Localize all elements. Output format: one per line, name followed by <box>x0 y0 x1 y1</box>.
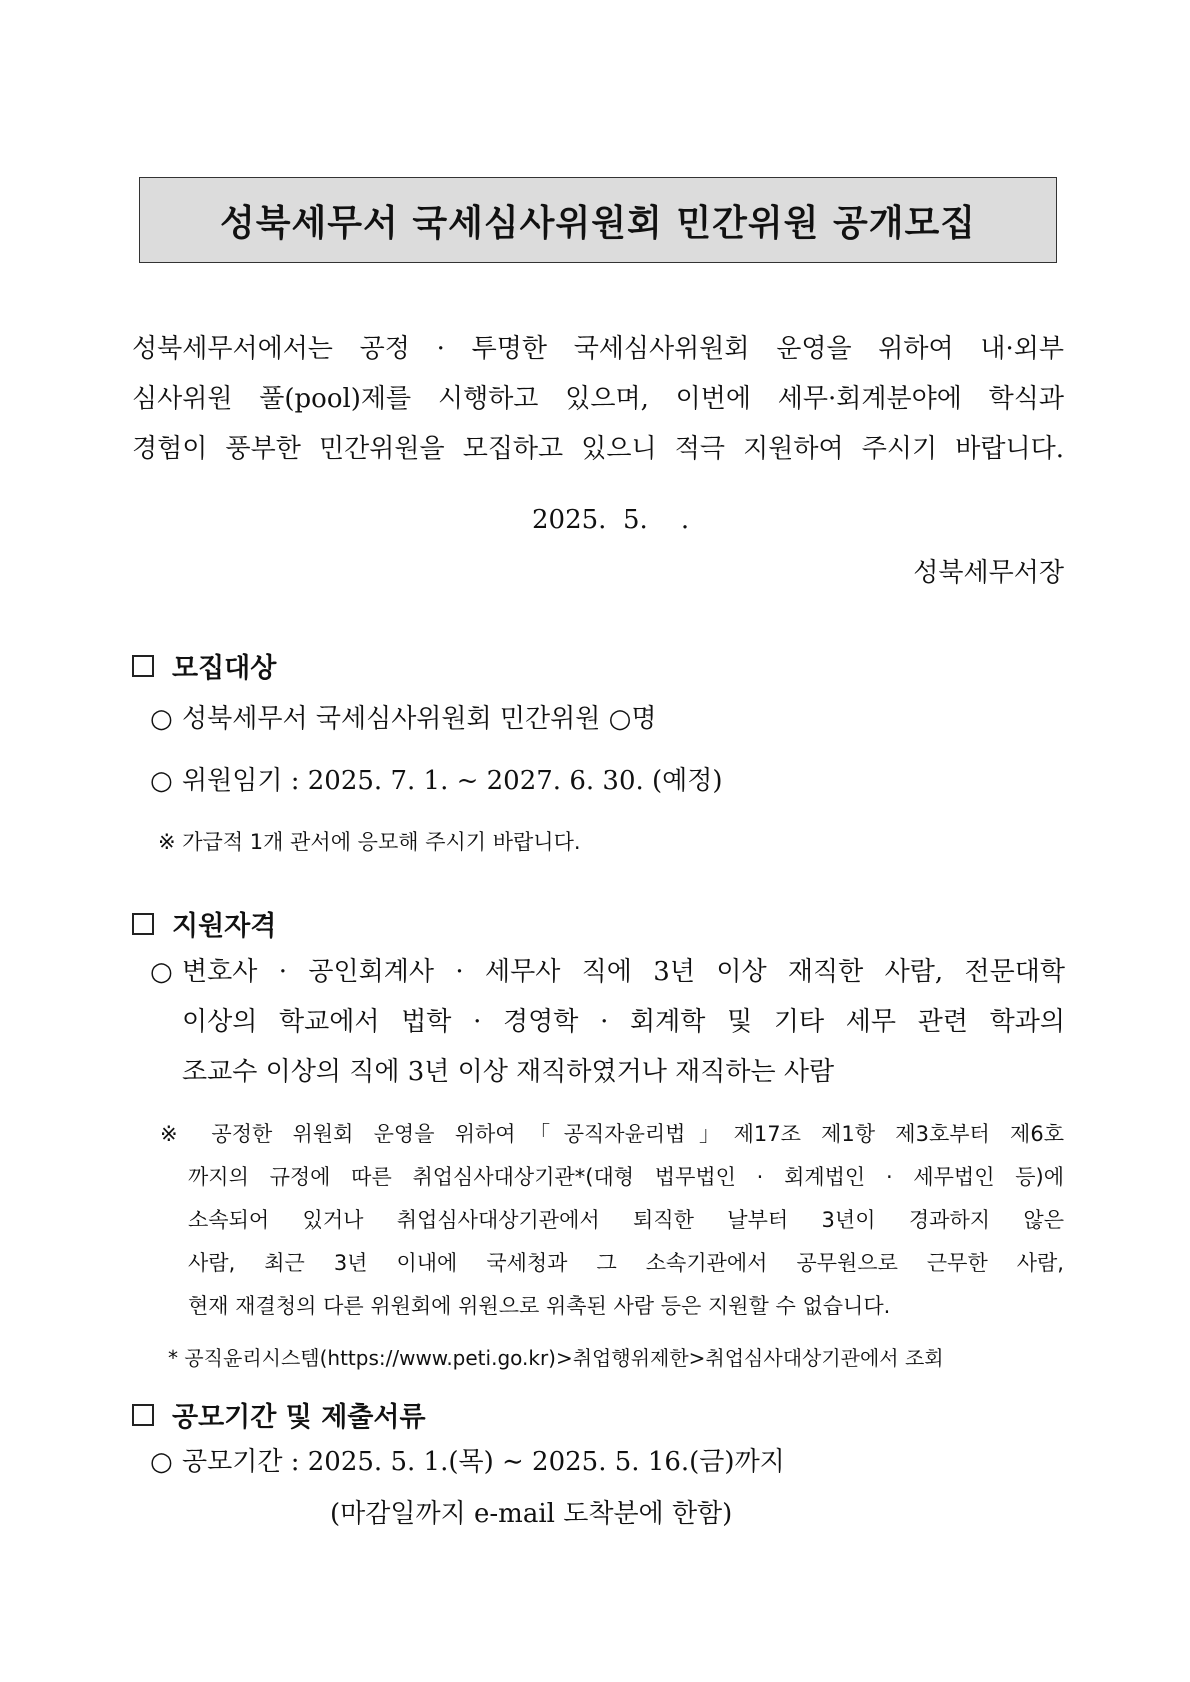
checkbox-square-icon <box>132 655 154 677</box>
intro-line: 심사위원 풀(pool)제를 시행하고 있으며, 이번에 세무·회계분야에 학식과 <box>132 384 1064 414</box>
note-line: ※ 공정한 위원회 운영을 위하여「공직자윤리법」제17조 제1항 제3호부터 제6호 <box>160 1122 1064 1146</box>
circle-bullet-icon: ○ <box>150 704 173 734</box>
circle-bullet-icon: ○ <box>150 957 173 987</box>
list-item-text: 위원임기 : 2025. 7. 1. ~ 2027. 6. 30. (예정) <box>182 766 723 796</box>
section-heading-text: 공모기간 및 제출서류 <box>172 1402 426 1433</box>
qualification-item <box>150 947 1065 1097</box>
note-line: 소속되어 있거나 취업심사대상기관에서 퇴직한 날부터 3년이 경과하지 않은 <box>188 1208 1064 1232</box>
note-line: 까지의 규정에 따른 취업심사대상기관*(대형 법무법인 · 회계법인 · 세무법인 등)에 <box>188 1165 1064 1189</box>
circle-bullet-icon: ○ <box>150 1447 173 1477</box>
signer: 성북세무서장 <box>913 558 1064 588</box>
qualification-line: 변호사 · 공인회계사 · 세무사 직에 3년 이상 재직한 사람, 전문대학 <box>182 957 1065 987</box>
checkbox-square-icon <box>132 1404 154 1426</box>
note-line: 사람, 최근 3년 이내에 국세청과 그 소속기관에서 공무원으로 근무한 사람, <box>188 1251 1064 1275</box>
qualification-line: 이상의 학교에서 법학 · 경영학 · 회계학 및 기타 세무 관련 학과의 <box>182 1007 1065 1037</box>
note-line: 현재 재결청의 다른 위원회에 위원으로 위촉된 사람 등은 지원할 수 없습니다. <box>188 1294 891 1318</box>
intro-paragraph <box>132 324 1064 474</box>
period-line: 공모기간 : 2025. 5. 1.(목) ∼ 2025. 5. 16.(금)까지 <box>182 1447 785 1477</box>
list-item-text: 성북세무서 국세심사위원회 민간위원 ○명 <box>182 704 657 734</box>
notice-date: 2025. 5. . <box>532 505 690 535</box>
section-heading-recruitment <box>132 646 276 685</box>
recruitment-note: ※ 가급적 1개 관서에 응모해 주시기 바랍니다. <box>158 830 581 854</box>
section-heading-text: 모집대상 <box>172 653 277 684</box>
page-title: 성북세무서 국세심사위원회 민간위원 공개모집 <box>139 177 1057 263</box>
checkbox-square-icon <box>132 913 154 935</box>
list-item <box>150 698 656 735</box>
section-heading-qualification <box>132 904 276 943</box>
qualification-note <box>160 1113 1064 1328</box>
section-heading-period <box>132 1395 426 1434</box>
footnote: * 공직윤리시스템(https://www.peti.go.kr)>취업행위제한>취업심사대상기관에서 조회 <box>168 1346 944 1370</box>
circle-bullet-icon: ○ <box>150 766 173 796</box>
list-item <box>150 760 723 797</box>
intro-line: 성북세무서에서는 공정 · 투명한 국세심사위원회 운영을 위하여 내·외부 <box>132 334 1064 364</box>
section-heading-text: 지원자격 <box>172 911 277 942</box>
period-sub: (마감일까지 e-mail 도착분에 한함) <box>330 1499 733 1529</box>
period-item <box>150 1436 785 1540</box>
intro-line: 경험이 풍부한 민간위원을 모집하고 있으니 적극 지원하여 주시기 바랍니다. <box>132 434 1064 464</box>
qualification-line: 조교수 이상의 직에 3년 이상 재직하였거나 재직하는 사람 <box>182 1057 835 1087</box>
